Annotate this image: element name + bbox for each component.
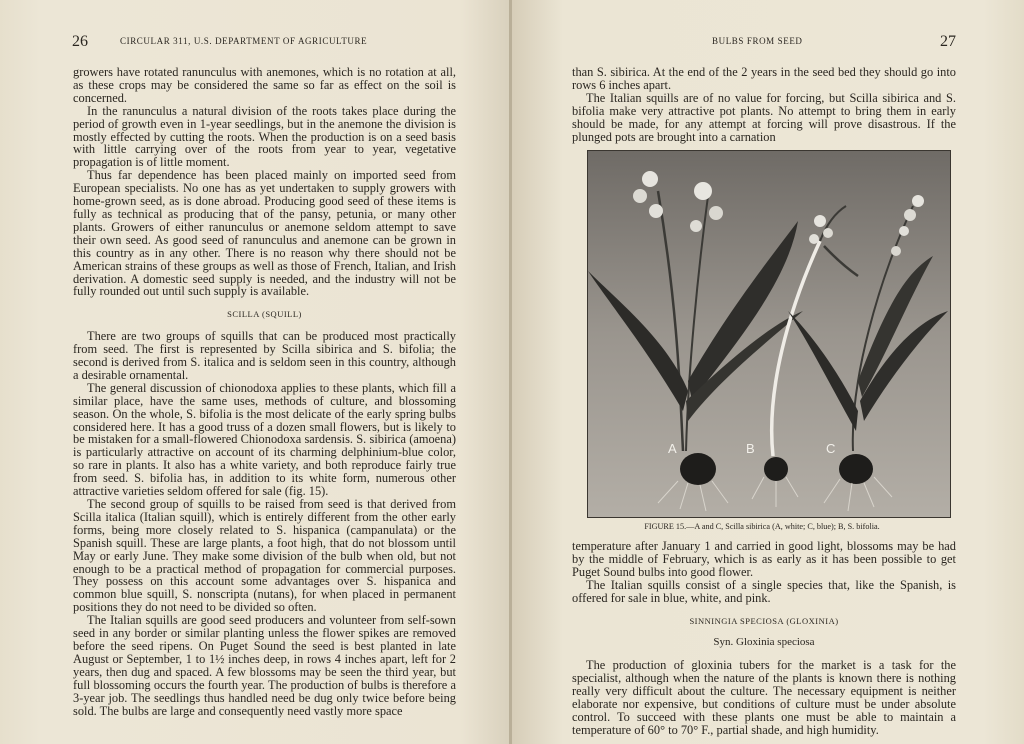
paragraph: growers have rotated ranunculus with anemones, which is no rotation at all, as these crops may be considered the same so far as effect on the soil is concerned. [73,65,456,105]
paragraph: The second group of squills to be raised from seed is that derived from Scilla italica (Italian squill), which is entirely different from the other early forms, being more closely related to S. hispanica (campanulata) or the Spanish squill. These are large plants, a foot high, that do not blossom until May or early June. They make some division of the bulb when old, but not enough to be a practical method of propagation for commercial purposes. They possess on this account some advantages over S. hispanica and common blue squill, S. nonscripta (nutans), for when placed in permanent positions they do not need to be divided so often. [73,497,456,615]
figure-label-b: B [746,441,755,456]
paragraph: temperature after January 1 and carried in good light, blossoms may be had by the middle of February, which is as early as it has been possible to get Puget Sound bulbs into good flower. [572,539,956,579]
page-number: 26 [72,33,88,50]
right-page [512,0,1024,744]
running-head: BULBS FROM SEED [712,36,803,46]
running-head: CIRCULAR 311, U.S. DEPARTMENT OF AGRICULTURE [120,36,368,46]
right-text-bottom [572,540,956,737]
paragraph: The production of gloxinia tubers for the market is a task for the specialist, although when the nature of the plants is known there is nothing really very difficult about the culture. The necessary equipment is neither elaborate nor expensive, but conditions of culture must be under absolute control. To succeed with these plants one must be able to maintain a temperature of 60° to 70° F., partial shade, and high humidity. [572,658,956,737]
section-heading: SCILLA (SQUILL) [227,309,302,320]
paragraph: The general discussion of chionodoxa applies to these plants, which fill a similar place, have the same uses, methods of culture, and blossoming season. On the whole, S. bifolia is the most delicate of the early spring bulbs considered here. It has a good truss of a dozen small flowers, but is likely to be mistaken for a small-flowered Chionodoxa sardensis. S. sibirica (amoena) is particularly attractive on account of its charming delphinium-blue color, so rare in plants. It also has a white variety, and both reproduce fairly true from seed. S. bifolia has, in addition to its white form, numerous other attractive varieties seldom offered for sale (fig. 15). [73,380,456,499]
figure-15-photo [587,150,951,518]
paragraph: In the ranunculus a natural division of the roots takes place during the period of growth even in 1-year seedlings, but in the anemone the division is mostly effected by cutting the roots. When the production is on a seed basis with little carrying over of the roots from year to year, vegetative propagation is of little moment. [73,103,456,170]
plant-illustration [588,151,950,517]
paragraph: The Italian squills are of no value for forcing, but Scilla sibirica and S. bifolia make very attractive pot plants. No attempt to bring them in early should be made, for any attempt at forcing will prove disastrous. If the plunged pots are brought into a carnation [572,90,956,144]
figure-label-c: C [826,441,836,456]
figure-caption: FIGURE 15.—A and C, Scilla sibirica (A, white; C, blue); B, S. bifolia. [644,522,880,531]
left-text-block [73,66,456,717]
paragraph: The Italian squills are good seed producers and volunteer from self-sown seed in any border or similar planting unless the flower spikes are removed before the seed ripens. On Puget Sound the seed is best planted in late August or September, 1 to 1½ inches deep, in rows 4 inches apart, left for 2 years, then dug and spaced. A few blossoms may be seen the third year, but full blossoming occurs the fourth year. The production of bulbs is therefore a 3-year job. The seedlings thus handled need be dug only twice before being sold. The bulbs are large and consequently need vastly more space [73,613,456,718]
paragraph: Thus far dependence has been placed mainly on imported seed from European specialists. No one has as yet undertaken to supply growers with home-grown seed, as is done abroad. Producing good seed of these items is fully as technical as producing that of the pansy, petunia, or many other plants. Growers of either ranunculus or anemone seldom attempt to save their own seed. As good seed of ranunculus and anemone can be grown in this country as in any other. There is no reason why there should not be American strains of these groups as well as those of French, Italian, and Irish derivation. A domestic seed supply is needed, and the industry will not be fully rounded out until such supply is available. [73,168,456,299]
paragraph: The Italian squills consist of a single species that, like the Spanish, is offered for sale in blue, white, and pink. [572,577,956,605]
section-heading: SINNINGIA SPECIOSA (GLOXINIA) [689,615,839,626]
page-number: 27 [940,33,956,50]
synonym-line: Syn. Gloxinia speciosa [713,636,815,649]
paragraph: than S. sibirica. At the end of the 2 years in the seed bed they should go into rows 6 inches apart. [572,65,956,92]
right-text-top [572,66,956,143]
figure-label-a: A [668,441,677,456]
paragraph: There are two groups of squills that can be produced most practically from seed. The first is represented by Scilla sibirica and S. bifolia; the second is derived from S. italica and is seldom seen in this country, although a desirable ornamental. [73,329,456,382]
